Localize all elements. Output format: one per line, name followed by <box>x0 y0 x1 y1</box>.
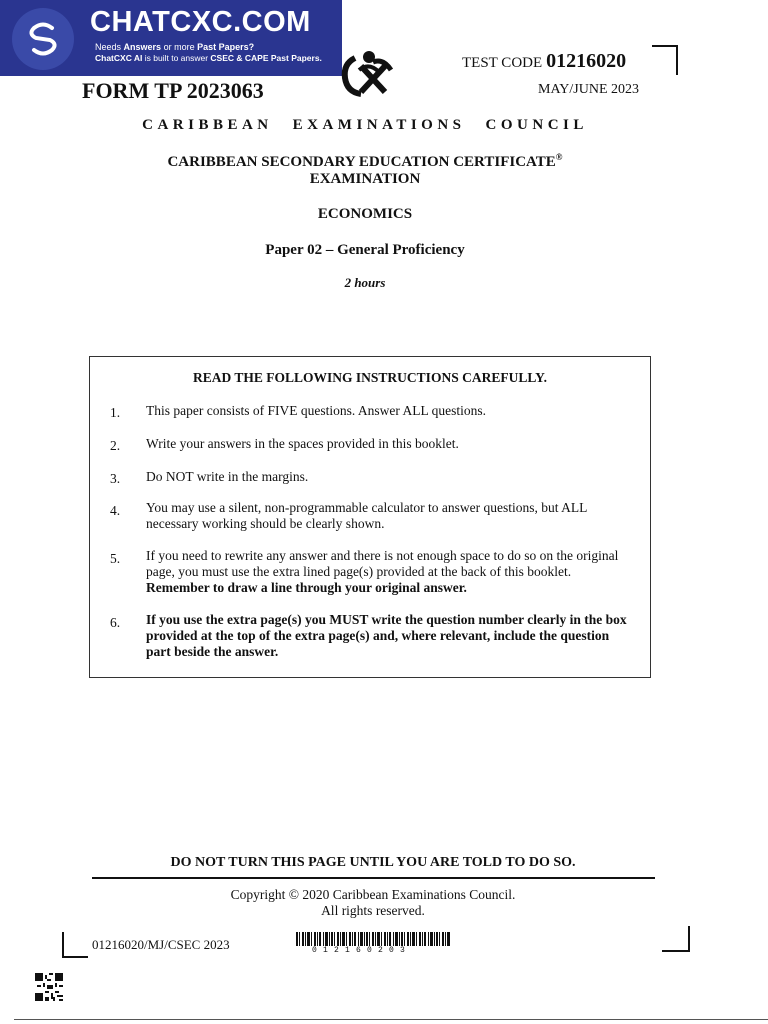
instruction-number: 3. <box>110 471 121 486</box>
instruction-number: 5. <box>110 551 121 566</box>
instruction-text: You may use a silent, non-programmable calculator to answer questions, but ALL necessary working should be clearly shown. <box>146 500 587 531</box>
paper-code: 01216020/MJ/CSEC 2023 <box>92 937 230 952</box>
chatcxc-logo-icon <box>12 8 74 70</box>
cxc-logo-icon <box>333 48 399 105</box>
instruction-text: If you need to rewrite any answer and there is not enough space to do so on the original page, you must use the extra lined page(s) provided at the back of this booklet. Remember to draw a line through your original answer. <box>146 548 619 595</box>
barcode-digits: 012160203 <box>312 946 412 955</box>
scan-edge-line <box>14 1019 768 1020</box>
exam-session: MAY/JUNE 2023 <box>538 82 639 97</box>
test-code: TEST CODE 01216020 <box>462 50 627 72</box>
chatcxc-banner[interactable] <box>0 0 342 76</box>
instruction-number: 6. <box>110 615 121 630</box>
rights-reserved: All rights reserved. <box>321 903 425 918</box>
corner-bracket-bottom-right <box>662 926 690 952</box>
qr-code-icon <box>35 973 63 1006</box>
instructions-heading: READ THE FOLLOWING INSTRUCTIONS CAREFULLY. <box>193 370 547 385</box>
form-number: FORM TP 2023063 <box>82 78 264 103</box>
certificate-title: CARIBBEAN SECONDARY EDUCATION CERTIFICATE® <box>167 152 563 170</box>
instruction-text: This paper consists of FIVE questions. Answer ALL questions. <box>146 403 486 418</box>
banner-tagline-1: Needs Answers or more Past Papers? <box>95 42 255 52</box>
instruction-text: If you use the extra page(s) you MUST write the question number clearly in the box provided at the top of the extra page(s) and, where relevant, include the question part beside the answer. <box>146 612 627 659</box>
instruction-text: Do NOT write in the margins. <box>146 469 309 484</box>
instruction-number: 4. <box>110 503 121 518</box>
divider <box>92 877 655 879</box>
instruction-number: 2. <box>110 438 121 453</box>
certificate-title-line2: EXAMINATION <box>309 171 421 187</box>
paper-title: Paper 02 – General Proficiency <box>265 242 465 258</box>
do-not-turn-notice: DO NOT TURN THIS PAGE UNTIL YOU ARE TOLD TO DO SO. <box>170 855 576 870</box>
subject-title: ECONOMICS <box>317 206 413 222</box>
exam-duration: 2 hours <box>344 275 386 290</box>
copyright: Copyright © 2020 Caribbean Examinations Council. <box>230 887 516 902</box>
corner-bracket-bottom-left <box>62 932 88 958</box>
instruction-number: 1. <box>110 405 121 420</box>
council-name: CARIBBEAN EXAMINATIONS COUNCIL <box>142 117 588 133</box>
corner-bracket-top-right <box>652 45 678 75</box>
banner-tagline-2: ChatCXC AI is built to answer CSEC & CAPE Past Papers. <box>95 53 322 63</box>
instruction-text: Write your answers in the spaces provided in this booklet. <box>146 436 459 451</box>
banner-brand: CHATCXC.COM <box>90 6 311 38</box>
